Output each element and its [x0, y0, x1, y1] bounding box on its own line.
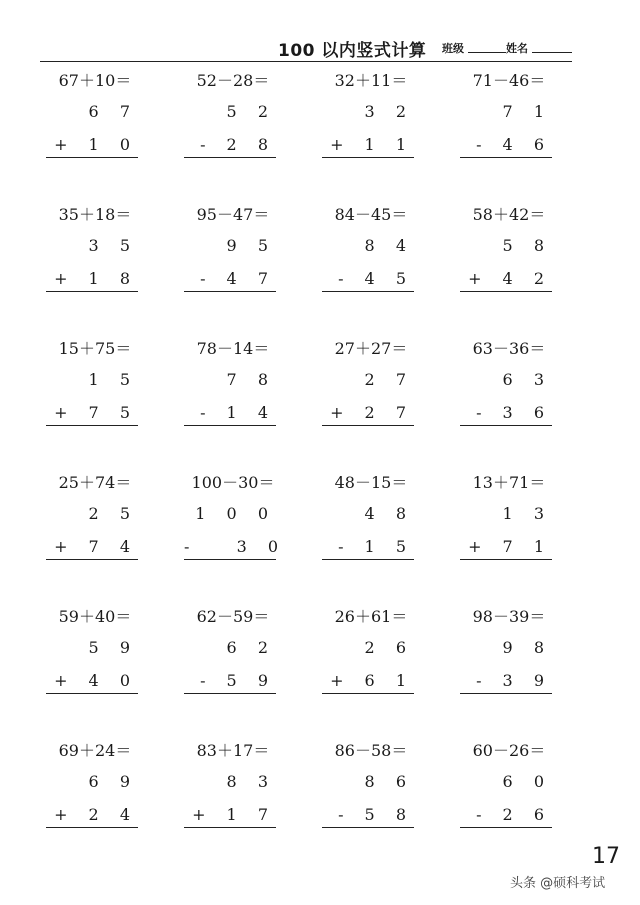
- problem-cell: [302, 198, 440, 332]
- problem-equation: 58＋42＝: [472, 205, 546, 224]
- answer-line: [184, 693, 276, 694]
- problem-cell: [164, 64, 302, 198]
- answer-line: [46, 425, 138, 426]
- problem-equation: 98－39＝: [472, 607, 546, 626]
- vertical-top-number: 2 6: [364, 638, 414, 657]
- vertical-top-number: 1 3: [502, 504, 552, 523]
- problem-cell: [26, 734, 164, 868]
- vertical-bottom-number: - 1 4: [200, 403, 276, 422]
- vertical-bottom-number: + 4 2: [468, 269, 552, 288]
- problem-equation: 63－36＝: [472, 339, 546, 358]
- problem-cell: [26, 64, 164, 198]
- vertical-top-number: 8 3: [226, 772, 276, 791]
- answer-line: [460, 559, 552, 560]
- problem-equation: 52－28＝: [196, 71, 270, 90]
- problem-cell: [440, 64, 578, 198]
- answer-line: [322, 693, 414, 694]
- problem-equation: 67＋10＝: [58, 71, 132, 90]
- answer-line: [46, 827, 138, 828]
- problem-equation: 78－14＝: [196, 339, 270, 358]
- header-rule: [40, 61, 572, 62]
- vertical-top-number: 8 4: [364, 236, 414, 255]
- vertical-bottom-number: - 2 6: [476, 805, 552, 824]
- problem-equation: 32＋11＝: [334, 71, 408, 90]
- page-number: 17: [592, 844, 620, 869]
- problem-equation: 86－58＝: [334, 741, 408, 760]
- problem-equation: 100－30＝: [191, 473, 275, 492]
- vertical-bottom-number: - 5 8: [338, 805, 414, 824]
- vertical-top-number: 5 8: [502, 236, 552, 255]
- vertical-top-number: 6 2: [226, 638, 276, 657]
- class-blank: [468, 52, 506, 53]
- vertical-top-number: 7 1: [502, 102, 552, 121]
- vertical-bottom-number: + 4 0: [54, 671, 138, 690]
- answer-line: [46, 291, 138, 292]
- class-label: 班级: [442, 42, 464, 55]
- worksheet-header: [278, 36, 618, 62]
- answer-line: [184, 827, 276, 828]
- vertical-top-number: 8 6: [364, 772, 414, 791]
- answer-line: [322, 827, 414, 828]
- vertical-bottom-number: - 4 5: [338, 269, 414, 288]
- vertical-bottom-number: + 7 1: [468, 537, 552, 556]
- vertical-bottom-number: + 1 8: [54, 269, 138, 288]
- problem-equation: 48－15＝: [334, 473, 408, 492]
- answer-line: [46, 559, 138, 560]
- answer-line: [184, 559, 276, 560]
- vertical-top-number: 6 3: [502, 370, 552, 389]
- vertical-bottom-number: + 1 0: [54, 135, 138, 154]
- problem-equation: 13＋71＝: [472, 473, 546, 492]
- vertical-top-number: 1 0 0: [195, 504, 276, 523]
- answer-line: [46, 157, 138, 158]
- answer-line: [184, 157, 276, 158]
- answer-line: [460, 157, 552, 158]
- problem-cell: [26, 466, 164, 600]
- problem-cell: [302, 332, 440, 466]
- answer-line: [46, 693, 138, 694]
- vertical-top-number: 3 2: [364, 102, 414, 121]
- watermark: 头条 @硕科考试: [510, 876, 606, 891]
- answer-line: [460, 425, 552, 426]
- vertical-bottom-number: - 2 8: [200, 135, 276, 154]
- problem-equation: 95－47＝: [196, 205, 270, 224]
- problem-cell: [302, 466, 440, 600]
- vertical-bottom-number: + 1 1: [330, 135, 414, 154]
- answer-line: [322, 157, 414, 158]
- vertical-bottom-number: + 2 7: [330, 403, 414, 422]
- name-blank: [532, 52, 572, 53]
- problem-cell: [26, 332, 164, 466]
- page-title: 100 以内竖式计算: [278, 41, 427, 61]
- vertical-top-number: 2 7: [364, 370, 414, 389]
- vertical-top-number: 9 5: [226, 236, 276, 255]
- vertical-top-number: 5 9: [88, 638, 138, 657]
- problem-cell: [164, 600, 302, 734]
- vertical-bottom-number: + 2 4: [54, 805, 138, 824]
- vertical-top-number: 4 8: [364, 504, 414, 523]
- problem-cell: [440, 466, 578, 600]
- answer-line: [184, 425, 276, 426]
- problem-equation: 69＋24＝: [58, 741, 132, 760]
- problem-equation: 59＋40＝: [58, 607, 132, 626]
- problem-cell: [164, 734, 302, 868]
- problem-cell: [440, 734, 578, 868]
- problem-equation: 25＋74＝: [58, 473, 132, 492]
- problem-cell: [440, 600, 578, 734]
- vertical-top-number: 7 8: [226, 370, 276, 389]
- vertical-top-number: 6 0: [502, 772, 552, 791]
- vertical-top-number: 5 2: [226, 102, 276, 121]
- problem-equation: 60－26＝: [472, 741, 546, 760]
- problem-equation: 26＋61＝: [334, 607, 408, 626]
- vertical-bottom-number: - 3 0: [184, 537, 287, 556]
- answer-line: [460, 693, 552, 694]
- problem-equation: 27＋27＝: [334, 339, 408, 358]
- answer-line: [322, 291, 414, 292]
- problem-cell: [440, 198, 578, 332]
- problem-cell: [26, 198, 164, 332]
- problem-cell: [26, 600, 164, 734]
- problem-equation: 35＋18＝: [58, 205, 132, 224]
- problem-cell: [164, 332, 302, 466]
- answer-line: [322, 425, 414, 426]
- answer-line: [322, 559, 414, 560]
- vertical-bottom-number: - 3 6: [476, 403, 552, 422]
- vertical-bottom-number: + 7 5: [54, 403, 138, 422]
- vertical-bottom-number: - 3 9: [476, 671, 552, 690]
- problem-grid: [26, 64, 578, 868]
- vertical-bottom-number: + 6 1: [330, 671, 414, 690]
- vertical-top-number: 2 5: [88, 504, 138, 523]
- problem-equation: 71－46＝: [472, 71, 546, 90]
- vertical-top-number: 1 5: [88, 370, 138, 389]
- problem-cell: [302, 600, 440, 734]
- vertical-bottom-number: - 4 7: [200, 269, 276, 288]
- problem-cell: [164, 466, 302, 600]
- vertical-top-number: 3 5: [88, 236, 138, 255]
- problem-equation: 62－59＝: [196, 607, 270, 626]
- vertical-bottom-number: + 1 7: [192, 805, 276, 824]
- name-label: 姓名: [506, 42, 528, 55]
- problem-cell: [302, 64, 440, 198]
- problem-equation: 83＋17＝: [196, 741, 270, 760]
- answer-line: [184, 291, 276, 292]
- vertical-bottom-number: - 1 5: [338, 537, 414, 556]
- vertical-bottom-number: - 5 9: [200, 671, 276, 690]
- problem-equation: 15＋75＝: [58, 339, 132, 358]
- vertical-bottom-number: - 4 6: [476, 135, 552, 154]
- vertical-top-number: 6 9: [88, 772, 138, 791]
- problem-equation: 84－45＝: [334, 205, 408, 224]
- problem-cell: [302, 734, 440, 868]
- vertical-bottom-number: + 7 4: [54, 537, 138, 556]
- answer-line: [460, 827, 552, 828]
- problem-cell: [440, 332, 578, 466]
- vertical-top-number: 6 7: [88, 102, 138, 121]
- answer-line: [460, 291, 552, 292]
- problem-cell: [164, 198, 302, 332]
- vertical-top-number: 9 8: [502, 638, 552, 657]
